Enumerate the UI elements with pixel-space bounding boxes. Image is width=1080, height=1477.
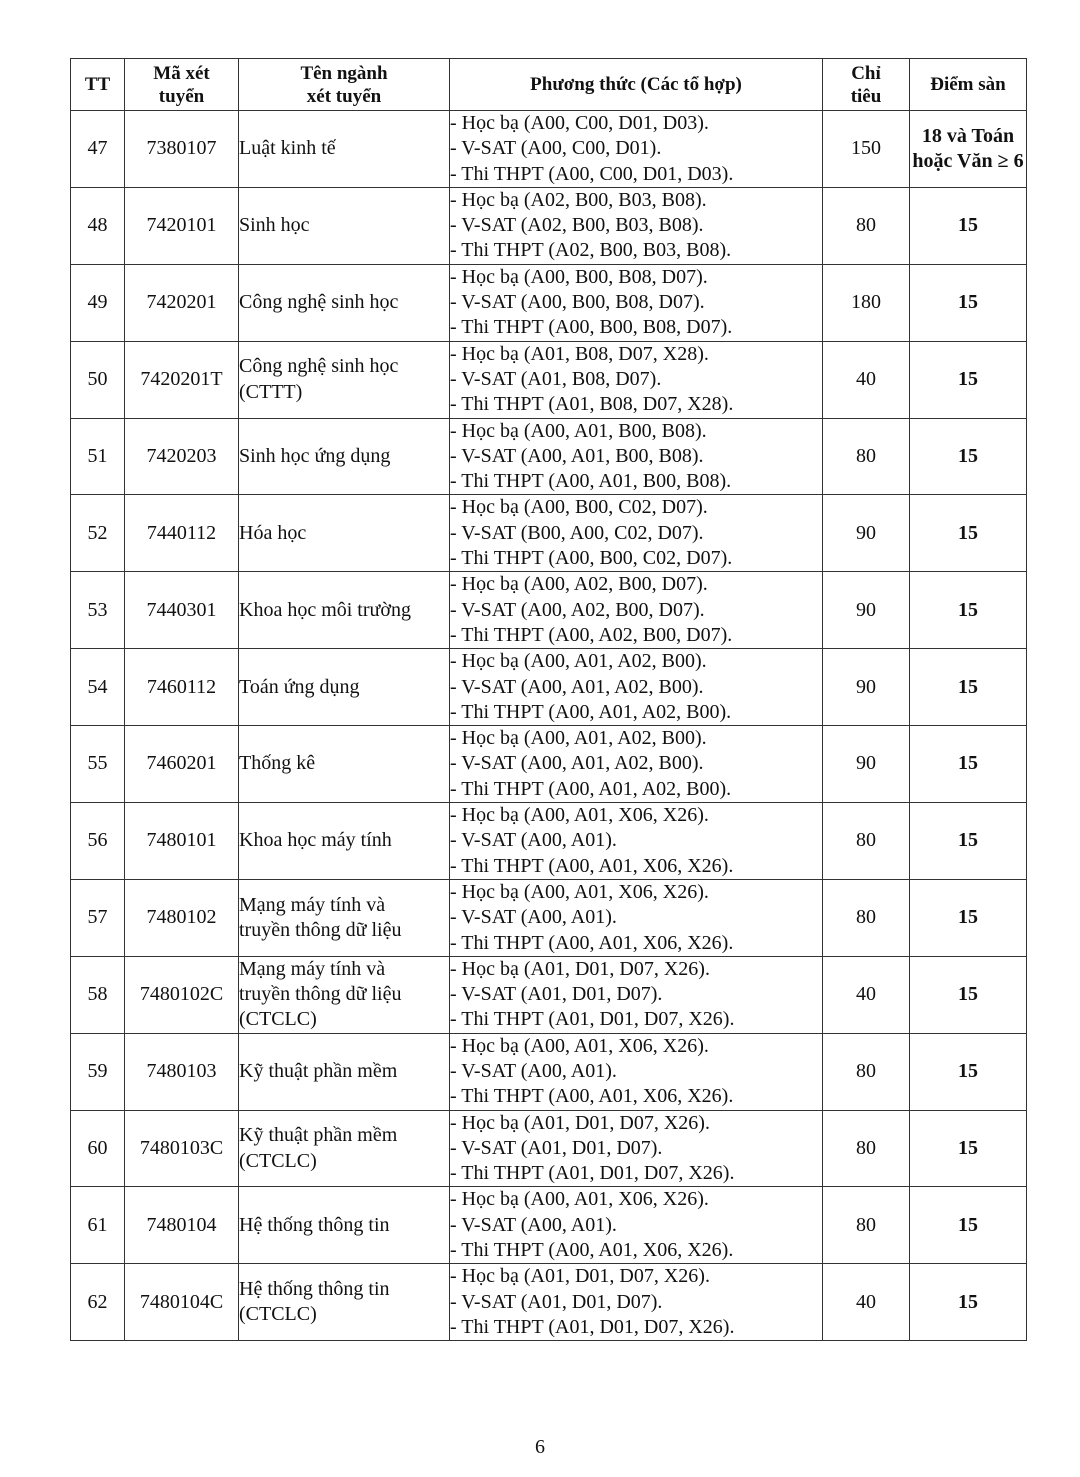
row-method-line: - Thi THPT (A01, D01, D07, X26). [450,1162,735,1185]
table-row [71,1264,1027,1341]
row-quota-cell: 80 [823,1033,910,1110]
row-method-line: - Học bạ (A00, B00, B08, D07). [450,265,708,288]
row-code-cell: 7420201T [125,341,239,418]
row-method-line: - Thi THPT (A01, D01, D07, X26). [450,1008,735,1031]
row-method-line: - V-SAT (A00, A01, A02, B00). [450,675,704,698]
row-code-cell: 7460112 [125,649,239,726]
row-code-cell: 7480102C [125,956,239,1033]
row-tt-cell: 49 [71,264,125,341]
row-score-cell [910,803,1027,880]
row-score-line: 15 [958,906,978,929]
row-method-line: - V-SAT (B00, A00, C02, D07). [450,521,704,544]
table-row [71,879,1027,956]
row-name-cell [239,803,450,880]
row-method-line: - V-SAT (A02, B00, B03, B08). [450,214,704,237]
row-score-cell [910,111,1027,188]
header-quota-line: tiêu [850,85,882,107]
row-method-line: - V-SAT (A01, B08, D07). [450,367,662,390]
row-name-cell [239,111,450,188]
row-method-line: - Thi THPT (A02, B00, B03, B08). [450,239,732,262]
row-quota-cell: 90 [823,495,910,572]
row-code-cell: 7480101 [125,803,239,880]
table-row [71,264,1027,341]
row-method-line: - Học bạ (A00, A01, X06, X26). [450,1034,709,1057]
row-quota-cell: 80 [823,187,910,264]
row-score-line: 15 [958,1059,978,1082]
row-quota-cell: 80 [823,1187,910,1264]
row-name-line: Toán ứng dụng [239,675,360,698]
row-tt-cell: 57 [71,879,125,956]
row-method-line: - Học bạ (A00, B00, C02, D07). [450,496,708,519]
row-method-line: - Học bạ (A02, B00, B03, B08). [450,188,707,211]
row-method-line: - V-SAT (A00, A01). [450,906,617,929]
row-methods-cell [450,1110,823,1187]
row-score-line: 15 [958,1290,978,1313]
row-name-cell [239,572,450,649]
row-code-cell: 7420101 [125,187,239,264]
row-method-line: - Học bạ (A01, D01, D07, X26). [450,1265,710,1288]
row-score-line: 15 [958,1136,978,1159]
row-method-line: - V-SAT (A00, B00, B08, D07). [450,291,705,314]
row-quota-cell: 180 [823,264,910,341]
row-method-line: - V-SAT (A00, A01). [450,1213,617,1236]
row-quota-cell: 40 [823,956,910,1033]
table-row [71,495,1027,572]
row-methods-cell [450,956,823,1033]
row-tt-cell: 54 [71,649,125,726]
row-score-line: 15 [958,367,978,390]
row-quota-cell: 90 [823,726,910,803]
table-row [71,111,1027,188]
table-row [71,1187,1027,1264]
row-method-line: - V-SAT (A01, D01, D07). [450,1290,663,1313]
row-score-line: 15 [958,444,978,467]
row-name-cell [239,1110,450,1187]
row-method-line: - Học bạ (A00, A02, B00, D07). [450,573,708,596]
row-name-cell [239,1187,450,1264]
row-method-line: - Thi THPT (A00, A01, X06, X26). [450,854,734,877]
row-code-cell: 7440112 [125,495,239,572]
table-row [71,726,1027,803]
row-method-line: - Thi THPT (A00, A01, A02, B00). [450,700,732,723]
row-method-line: - Học bạ (A01, B08, D07, X28). [450,342,709,365]
row-name-line: Hóa học [239,521,307,544]
row-code-cell: 7380107 [125,111,239,188]
row-methods-cell [450,495,823,572]
row-method-line: - Thi THPT (A01, B08, D07, X28). [450,393,734,416]
row-tt-cell: 55 [71,726,125,803]
row-methods-cell [450,726,823,803]
row-method-line: - V-SAT (A00, C00, D01). [450,137,662,160]
row-quota-cell: 80 [823,1110,910,1187]
table-row [71,418,1027,495]
row-method-line: - Thi THPT (A00, A01, X06, X26). [450,1239,734,1262]
row-score-cell [910,264,1027,341]
row-score-cell [910,1264,1027,1341]
row-methods-cell [450,111,823,188]
row-methods-cell [450,1264,823,1341]
row-score-cell [910,187,1027,264]
row-tt-cell: 53 [71,572,125,649]
row-quota-cell: 40 [823,341,910,418]
row-name-cell [239,649,450,726]
header-row [71,59,1027,111]
header-code [125,59,239,111]
row-score-line: 15 [958,598,978,621]
row-name-cell [239,1033,450,1110]
row-score-cell [910,726,1027,803]
row-name-line: truyền thông dữ liệu [239,983,402,1006]
row-tt-cell: 62 [71,1264,125,1341]
header-tt: TT [71,59,125,111]
row-quota-cell: 80 [823,803,910,880]
row-score-cell [910,1187,1027,1264]
row-name-cell [239,726,450,803]
row-method-line: - Thi THPT (A00, A01, X06, X26). [450,1085,734,1108]
row-method-line: - V-SAT (A01, D01, D07). [450,983,663,1006]
row-method-line: - Học bạ (A00, C00, D01, D03). [450,112,709,134]
table-row [71,803,1027,880]
row-code-cell: 7480104C [125,1264,239,1341]
row-score-cell [910,572,1027,649]
row-methods-cell [450,418,823,495]
row-method-line: - Học bạ (A00, A01, X06, X26). [450,880,709,903]
row-name-cell [239,264,450,341]
row-methods-cell [450,572,823,649]
row-score-line: 15 [958,1213,978,1236]
row-name-cell [239,341,450,418]
row-methods-cell [450,1033,823,1110]
row-name-line: (CTCLC) [239,1008,317,1031]
row-name-line: Khoa học môi trường [239,598,411,621]
row-method-line: - V-SAT (A01, D01, D07). [450,1136,663,1159]
row-code-cell: 7420201 [125,264,239,341]
row-score-line: 15 [958,752,978,775]
row-name-line: Mạng máy tính và [239,957,386,980]
row-name-line: Công nghệ sinh học [239,355,399,378]
row-code-cell: 7460201 [125,726,239,803]
row-code-cell: 7480103 [125,1033,239,1110]
row-score-line: hoặc Văn ≥ 6 [912,149,1024,172]
row-score-line: 15 [958,829,978,852]
row-methods-cell [450,879,823,956]
row-name-line: Hệ thống thông tin [239,1278,390,1300]
header-name-line: xét tuyển [306,85,382,107]
row-code-cell: 7420203 [125,418,239,495]
row-name-line: (CTCLC) [239,1149,317,1172]
row-name-cell [239,1264,450,1341]
row-quota-cell: 90 [823,649,910,726]
header-code-line: tuyển [158,85,205,107]
row-quota-cell: 150 [823,111,910,188]
row-method-line: - Học bạ (A00, A01, B00, B08). [450,419,707,442]
row-score-line: 15 [958,983,978,1006]
table-body [71,111,1027,1341]
row-methods-cell [450,649,823,726]
row-score-cell [910,879,1027,956]
row-method-line: - Thi THPT (A00, B00, B08, D07). [450,316,733,339]
row-method-line: - V-SAT (A00, A02, B00, D07). [450,598,705,621]
row-score-cell [910,1110,1027,1187]
row-name-line: Sinh học ứng dụng [239,444,391,467]
row-code-cell: 7480104 [125,1187,239,1264]
header-score: Điểm sàn [910,59,1027,111]
row-method-line: - Thi THPT (A00, A01, X06, X26). [450,931,734,954]
row-tt-cell: 56 [71,803,125,880]
row-method-line: - Học bạ (A00, A01, X06, X26). [450,1188,709,1211]
row-name-cell [239,879,450,956]
row-score-cell [910,649,1027,726]
row-method-line: - Học bạ (A01, D01, D07, X26). [450,1111,710,1134]
row-name-line: truyền thông dữ liệu [239,918,402,941]
row-score-cell [910,495,1027,572]
row-method-line: - Thi THPT (A00, C00, D01, D03). [450,162,734,185]
row-score-line: 15 [958,214,978,237]
row-tt-cell: 59 [71,1033,125,1110]
row-tt-cell: 48 [71,187,125,264]
row-methods-cell [450,187,823,264]
row-method-line: - Thi THPT (A00, B00, C02, D07). [450,547,733,570]
table-row [71,956,1027,1033]
page-number: 6 [535,1436,545,1458]
row-method-line: - V-SAT (A00, A01). [450,1059,617,1082]
row-name-cell [239,956,450,1033]
header-methods: Phương thức (Các tổ hợp) [450,59,823,111]
row-method-line: - Học bạ (A00, A01, A02, B00). [450,727,707,750]
row-method-line: - Học bạ (A00, A01, A02, B00). [450,650,707,673]
row-method-line: - V-SAT (A00, A01, A02, B00). [450,752,704,775]
row-methods-cell [450,803,823,880]
row-quota-cell: 80 [823,879,910,956]
row-score-cell [910,1033,1027,1110]
header-quota-line: Chỉ [851,62,881,84]
row-score-cell [910,341,1027,418]
header-code-line: Mã xét [153,62,210,84]
row-method-line: - Học bạ (A00, A01, X06, X26). [450,804,709,827]
row-tt-cell: 60 [71,1110,125,1187]
table-row [71,341,1027,418]
row-name-line: Thống kê [239,752,316,775]
row-name-line: Luật kinh tế [239,137,336,160]
row-name-line: Kỹ thuật phần mềm [239,1059,398,1082]
table-row [71,1110,1027,1187]
row-tt-cell: 47 [71,111,125,188]
row-score-line: 15 [958,675,978,698]
row-score-cell [910,956,1027,1033]
table-row [71,572,1027,649]
row-tt-cell: 58 [71,956,125,1033]
row-method-line: - Thi THPT (A00, A02, B00, D07). [450,623,733,646]
admission-table [70,58,1027,1341]
header-quota [823,59,910,111]
row-name-line: Kỹ thuật phần mềm [239,1124,398,1147]
row-score-line: 18 và Toán [921,124,1015,147]
row-name-line: (CTCLC) [239,1303,317,1326]
row-score-cell [910,418,1027,495]
row-tt-cell: 51 [71,418,125,495]
table-row [71,649,1027,726]
row-methods-cell [450,341,823,418]
row-code-cell: 7480102 [125,879,239,956]
row-name-line: (CTTT) [239,380,303,403]
table-row [71,187,1027,264]
row-methods-cell [450,1187,823,1264]
row-quota-cell: 90 [823,572,910,649]
table-header [71,59,1027,111]
header-name-line: Tên ngành [300,62,388,84]
row-score-line: 15 [958,521,978,544]
row-method-line: - Thi THPT (A00, A01, A02, B00). [450,777,732,800]
row-method-line: - V-SAT (A00, A01, B00, B08). [450,444,704,467]
row-name-cell [239,495,450,572]
row-name-line: Công nghệ sinh học [239,291,399,314]
row-code-cell: 7440301 [125,572,239,649]
row-tt-cell: 52 [71,495,125,572]
row-name-line: Khoa học máy tính [239,829,392,852]
row-code-cell: 7480103C [125,1110,239,1187]
row-method-line: - Học bạ (A01, D01, D07, X26). [450,957,710,980]
row-name-cell [239,418,450,495]
row-quota-cell: 40 [823,1264,910,1341]
header-name [239,59,450,111]
row-name-cell [239,187,450,264]
row-methods-cell [450,264,823,341]
row-method-line: - V-SAT (A00, A01). [450,829,617,852]
row-score-line: 15 [958,291,978,314]
table-row [71,1033,1027,1110]
row-tt-cell: 61 [71,1187,125,1264]
row-name-line: Sinh học [239,214,310,237]
row-quota-cell: 80 [823,418,910,495]
row-name-line: Mạng máy tính và [239,893,386,916]
row-tt-cell: 50 [71,341,125,418]
row-method-line: - Thi THPT (A00, A01, B00, B08). [450,470,732,493]
row-method-line: - Thi THPT (A01, D01, D07, X26). [450,1315,735,1338]
row-name-line: Hệ thống thông tin [239,1213,390,1236]
